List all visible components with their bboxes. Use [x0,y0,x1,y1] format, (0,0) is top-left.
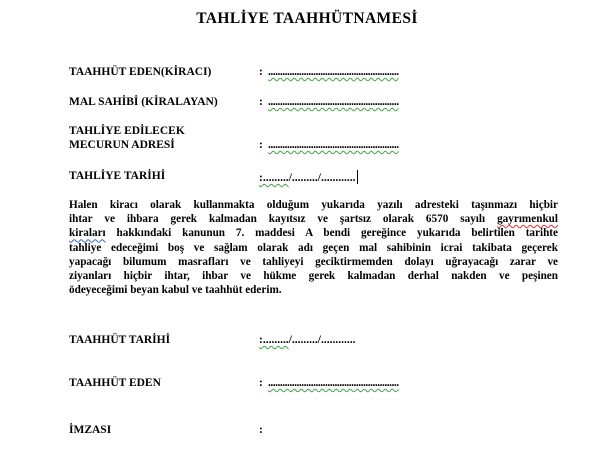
label-taahhut-tarihi: TAAHHÜT TARİHİ [69,334,171,346]
label-taahhut-eden-kiraci: TAAHHÜT EDEN(KİRACI) [69,66,212,78]
field-taahhut-eden[interactable]: ....................................................... [268,377,399,389]
paragraph-text: ihtar ve ihbara gerek kalmadan kayıtsız ve şartsız olarak 6570 sayılı [69,213,498,226]
misspelled-word: gayrımenkul [497,213,558,226]
taahhut-tarihi-sep1: / [288,334,292,346]
field-mal-sahibi[interactable]: ....................................................... [268,96,399,108]
tahliye-tarihi-sep1: / [288,172,292,184]
label-mecur-adresi-line1: TAHLİYE EDİLECEK [69,125,185,137]
field-tahliye-tarihi[interactable] [259,170,358,184]
paragraph-line: tahliye edeceğimi boş ve sağlam olarak adı geçen mal sahibinin icrai takibata geçerek [69,241,558,254]
field-imzasi[interactable]: : [259,424,263,436]
commitment-paragraph [69,198,558,297]
field-taahhut-tarihi[interactable] [259,334,356,346]
paragraph-line [69,226,558,240]
tahliye-tarihi-sep2: / [317,172,321,184]
paragraph-line [69,212,558,226]
tahliye-tarihi-month: ......... [291,172,318,184]
colon-taahhut-eden-kiraci: : [259,66,263,78]
label-mecur-adresi-line2: MECURUN ADRESİ [69,139,175,151]
label-taahhut-eden: TAAHHÜT EDEN [69,377,161,389]
grammar-flagged-word: kiraları [69,227,106,240]
label-mal-sahibi: MAL SAHİBİ (KİRALAYAN) [69,96,218,108]
colon-mal-sahibi: : [259,96,263,108]
paragraph-line: yapacağı bilumum masrafları ve tahliyeyi geciktirmemden dolayı uğrayacağı zarar ve [69,255,558,268]
paragraph-line: ziyanları hiçbir ihtar, ihbar ve hükme gerek kalmadan derhal nakden ve peşinen [69,270,558,283]
paragraph-text: hakkındaki kanunun 7. maddesi A bendi gereğince yukarıda belirtilen tarihte [105,227,558,240]
field-taahhut-eden-kiraci[interactable]: ....................................................... [268,66,399,78]
taahhut-tarihi-sep2: / [317,334,321,346]
taahhut-tarihi-month: ......... [291,334,318,346]
taahhut-tarihi-day: :......... [259,334,289,346]
label-tahliye-tarihi: TAHLİYE TARİHİ [69,170,166,182]
tahliye-tarihi-year: ............ [321,172,356,184]
label-imzasi: İMZASI [69,424,112,436]
colon-taahhut-eden: : [259,377,263,389]
field-mecur-adresi[interactable]: ....................................................... [268,139,399,151]
taahhut-tarihi-year: ............ [321,334,356,346]
document-title: TAHLİYE TAAHHÜTNAMESİ [196,10,418,27]
paragraph-line: ödeyeceğimi beyan kabul ve taahhüt ederim. [69,284,282,297]
text-cursor [357,170,358,184]
paragraph-line: Halen kiracı olarak kullanmakta olduğum yukarıda yazılı adresteki taşınmazı hiçbir [69,199,558,211]
tahliye-tarihi-day: :......... [259,172,289,184]
colon-mecur-adresi: : [259,139,263,151]
